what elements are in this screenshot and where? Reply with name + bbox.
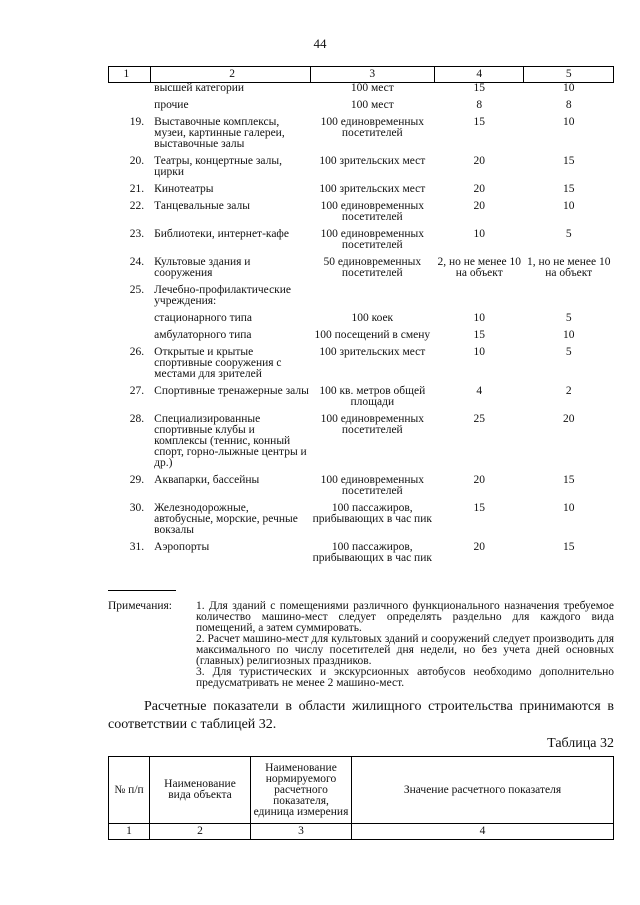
- column-number-1: 1: [109, 67, 151, 83]
- row-number: 25.: [129, 284, 145, 296]
- value-col-5: 15: [562, 541, 575, 553]
- row-number: 29.: [129, 474, 145, 486]
- row-number: 30.: [129, 502, 145, 514]
- header-cell-indicator-name: Наименование нормируемого расчетного показателя, единица измерения: [251, 757, 352, 824]
- table-row: [109, 324, 614, 341]
- table-row: [109, 536, 614, 564]
- value-col-4: 10: [473, 228, 485, 240]
- row-number: 19.: [129, 116, 145, 128]
- column-number-row: [109, 824, 614, 840]
- value-col-5: 10: [562, 502, 575, 514]
- row-number: 21.: [129, 183, 145, 195]
- note-item: 2. Расчет машино-мест для культовых зданий и сооружений следует производить для максимального по числу посетителей дня недели, но без учета дней основных (главных) религиозных праздников.: [196, 633, 614, 667]
- value-col-4: 10: [473, 312, 485, 324]
- value-col-4: 2, но не менее 10 на объект: [437, 256, 522, 279]
- object-name: высшей категории: [154, 82, 245, 94]
- table-body: [109, 83, 614, 565]
- row-number: [109, 94, 151, 111]
- value-col-5: 8: [565, 99, 572, 111]
- unit-of-measure: 100 зрительских мест: [319, 155, 426, 167]
- row-number: 27.: [129, 385, 145, 397]
- row-number: 22.: [129, 200, 145, 212]
- row-number: 20.: [129, 155, 145, 167]
- object-name: Железнодорожные, автобусные, морские, речные вокзалы: [154, 502, 298, 536]
- table-row: [109, 307, 614, 324]
- row-number: 23.: [129, 228, 145, 240]
- table-header-row: [109, 757, 614, 824]
- table-row: [109, 83, 614, 95]
- object-name: Открытые и крытые спортивные сооружения с местами для зрителей: [154, 346, 282, 380]
- table-header-row: [109, 67, 614, 83]
- table-row: [109, 223, 614, 251]
- unit-of-measure: 100 единовременных посетителей: [320, 413, 425, 436]
- object-name: Спортивные тренажерные залы: [154, 385, 309, 397]
- table-row: [109, 150, 614, 178]
- value-col-4: 20: [473, 474, 485, 486]
- unit-of-measure: 100 единовременных посетителей: [320, 116, 425, 139]
- row-number: 28.: [129, 413, 145, 425]
- column-number: 2: [150, 824, 251, 840]
- header-cell-number: № п/п: [109, 757, 150, 824]
- unit-of-measure: 100 зрительских мест: [319, 346, 426, 358]
- value-col-4: 15: [473, 82, 485, 94]
- row-number: [109, 83, 151, 95]
- notes-block: [108, 601, 614, 689]
- value-col-5: 15: [562, 474, 575, 486]
- object-name: стационарного типа: [154, 312, 253, 324]
- value-col-5: 20: [562, 413, 575, 425]
- value-col-5: 10: [562, 116, 575, 128]
- unit-of-measure: 100 зрительских мест: [319, 183, 426, 195]
- value-col-4: 8: [476, 99, 483, 111]
- note-item: 3. Для туристических и экскурсионных автобусов необходимо дополнительно предусматривать не менее 2 машино-мест.: [196, 666, 614, 689]
- column-number-4: 4: [435, 67, 524, 83]
- unit-of-measure: 50 единовременных посетителей: [323, 256, 422, 279]
- unit-of-measure: 100 единовременных посетителей: [320, 200, 425, 223]
- unit-of-measure: 100 мест: [350, 99, 394, 111]
- unit-of-measure: 100 мест: [350, 82, 394, 94]
- object-name: амбулаторного типа: [154, 329, 252, 341]
- value-col-4: 15: [473, 329, 485, 341]
- object-name: прочие: [154, 99, 189, 111]
- column-number: 3: [251, 824, 352, 840]
- footnote-separator: [108, 590, 176, 591]
- object-name: Театры, концертные залы, цирки: [154, 155, 282, 178]
- table-row: [109, 408, 614, 469]
- value-col-4: 20: [473, 183, 485, 195]
- object-name: Кинотеатры: [154, 183, 214, 195]
- housing-indicators-table: [108, 756, 614, 840]
- row-number: 31.: [129, 541, 145, 553]
- value-col-4: 20: [473, 541, 485, 553]
- body-paragraph: Расчетные показатели в области жилищного строительства принимаются в соответствии с таблицей 32.: [108, 699, 614, 732]
- object-name: Аквапарки, бассейны: [154, 474, 260, 486]
- value-col-5: 15: [562, 183, 575, 195]
- column-number: 1: [109, 824, 150, 840]
- value-col-5: 5: [565, 346, 572, 358]
- value-col-5: 5: [565, 228, 572, 240]
- table-row: [109, 341, 614, 380]
- notes-label: Примечания:: [108, 600, 172, 612]
- unit-of-measure: 100 единовременных посетителей: [320, 228, 425, 251]
- object-name: Выставочные комплексы, музеи, картинные галереи, выставочные залы: [154, 116, 285, 150]
- table-row: [109, 380, 614, 408]
- table-row: [109, 111, 614, 150]
- object-name: Аэропорты: [154, 541, 210, 553]
- table-row: [109, 279, 614, 307]
- table-row: [109, 251, 614, 279]
- value-col-5: 10: [562, 82, 575, 94]
- row-number: 24.: [129, 256, 145, 268]
- value-col-4: 20: [473, 155, 485, 167]
- table-row: [109, 497, 614, 536]
- value-col-5: 10: [562, 200, 575, 212]
- header-cell-indicator-value: Значение расчетного показателя: [352, 757, 614, 824]
- table-caption: Таблица 32: [547, 736, 614, 751]
- value-col-5: 2: [565, 385, 572, 397]
- object-name: Танцевальные залы: [154, 200, 250, 212]
- value-col-5: 15: [562, 155, 575, 167]
- column-number: 4: [352, 824, 614, 840]
- column-number-5: 5: [524, 67, 614, 83]
- value-col-4: 15: [473, 116, 485, 128]
- value-col-5: [524, 279, 614, 307]
- object-name: Культовые здания и сооружения: [154, 256, 251, 279]
- value-col-5: 5: [565, 312, 572, 324]
- value-col-5: 10: [562, 329, 575, 341]
- value-col-4: 25: [473, 413, 485, 425]
- table-row: [109, 178, 614, 195]
- value-col-4: 10: [473, 346, 485, 358]
- value-col-4: 15: [473, 502, 485, 514]
- unit-of-measure: 100 пассажиров, прибывающих в час пик: [312, 541, 432, 564]
- note-item: 1. Для зданий с помещениями различного функционального назначения требуемое количество машино-мест следует определять раздельно для каждого вида помещений, а затем суммировать.: [196, 600, 614, 634]
- header-cell-object-name: Наименование вида объекта: [150, 757, 251, 824]
- table-row: [109, 469, 614, 497]
- unit-of-measure: [310, 279, 434, 307]
- value-col-4: 4: [476, 385, 483, 397]
- row-number: [109, 324, 151, 341]
- column-number-3: 3: [310, 67, 434, 83]
- table-row: [109, 195, 614, 223]
- unit-of-measure: 100 единовременных посетителей: [320, 474, 425, 497]
- object-name: Специализированные спортивные клубы и комплексы (теннис, конный спорт, горно-лыжные центры и др.): [154, 413, 307, 469]
- value-col-4: [435, 279, 524, 307]
- table-row: [109, 94, 614, 111]
- unit-of-measure: 100 кв. метров общей площади: [319, 385, 426, 408]
- object-name: Лечебно-профилактические учреждения:: [154, 284, 292, 307]
- row-number: 26.: [129, 346, 145, 358]
- unit-of-measure: 100 коек: [351, 312, 394, 324]
- value-col-4: 20: [473, 200, 485, 212]
- parking-norms-table: [108, 66, 614, 564]
- unit-of-measure: 100 посещений в смену: [314, 329, 431, 341]
- column-number-2: 2: [150, 67, 310, 83]
- page-number: 44: [313, 36, 327, 51]
- row-number: [109, 307, 151, 324]
- value-col-5: 1, но не менее 10 на объект: [526, 256, 611, 279]
- unit-of-measure: 100 пассажиров, прибывающих в час пик: [312, 502, 432, 525]
- object-name: Библиотеки, интернет-кафе: [154, 228, 289, 240]
